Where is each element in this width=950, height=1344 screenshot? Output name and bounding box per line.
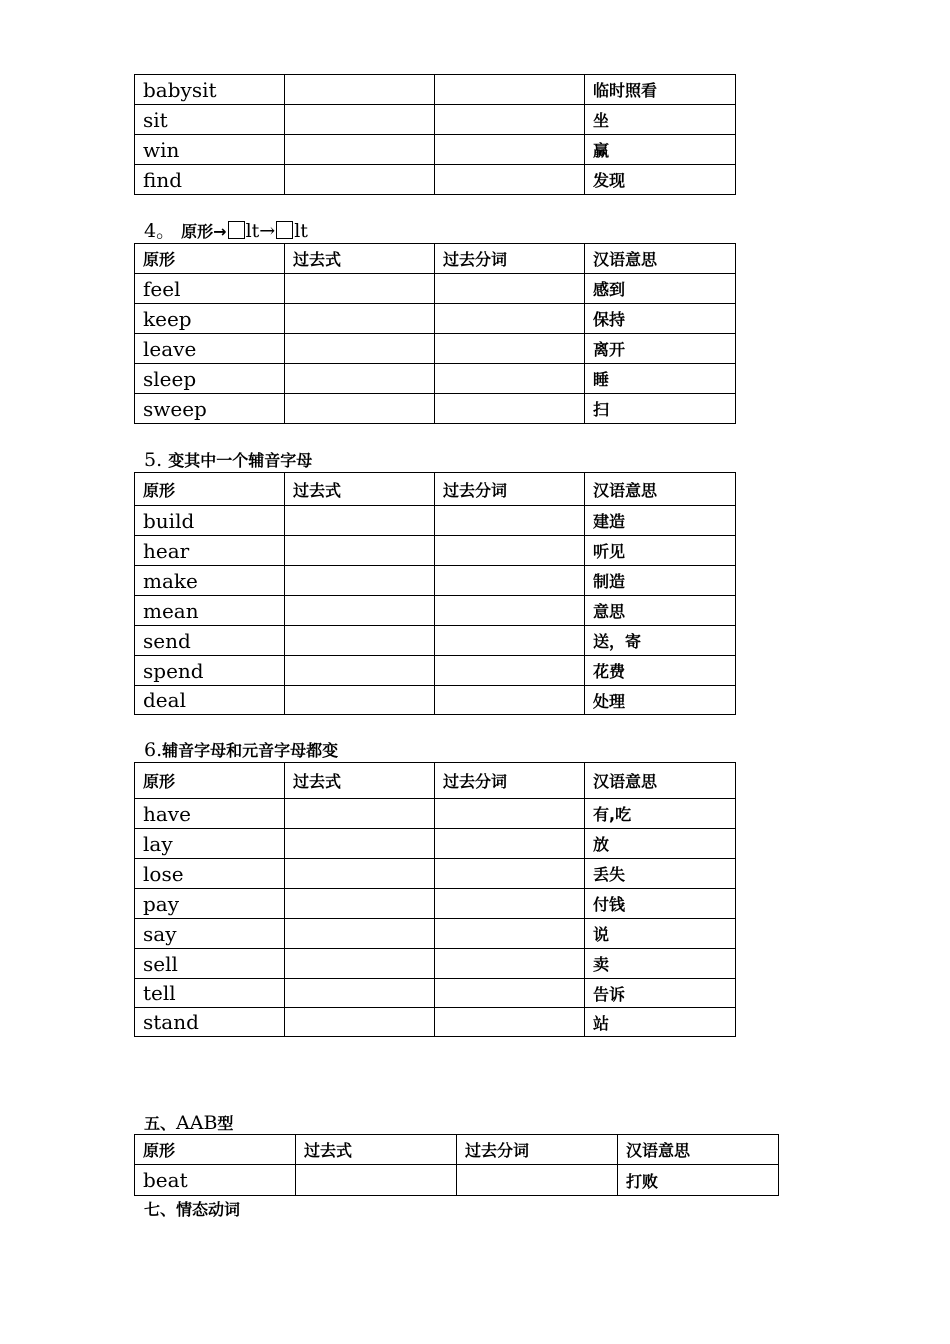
table-row bbox=[135, 799, 736, 829]
meaning-cell: 告诉 bbox=[585, 979, 736, 1008]
base-form-cell: say bbox=[135, 919, 285, 949]
past-tense-cell bbox=[285, 536, 435, 566]
base-form-cell: stand bbox=[135, 1008, 285, 1037]
base-form-cell: deal bbox=[135, 686, 285, 715]
past-participle-cell bbox=[435, 889, 585, 919]
column-header: 汉语意思 bbox=[585, 763, 736, 799]
base-form-cell: leave bbox=[135, 334, 285, 364]
base-form-cell: tell bbox=[135, 979, 285, 1008]
meaning-cell: 制造 bbox=[585, 566, 736, 596]
table-section-4 bbox=[134, 243, 736, 424]
table-header-row bbox=[135, 473, 736, 506]
base-form-cell: lose bbox=[135, 859, 285, 889]
base-form-cell: sleep bbox=[135, 364, 285, 394]
base-form-cell: build bbox=[135, 506, 285, 536]
column-header: 汉语意思 bbox=[585, 473, 736, 506]
meaning-cell: 建造 bbox=[585, 506, 736, 536]
past-participle-cell bbox=[435, 334, 585, 364]
meaning-cell: 放 bbox=[585, 829, 736, 859]
meaning-cell: 说 bbox=[585, 919, 736, 949]
past-tense-cell bbox=[285, 979, 435, 1008]
base-form-cell: lay bbox=[135, 829, 285, 859]
past-tense-cell bbox=[285, 105, 435, 135]
base-form-cell: feel bbox=[135, 274, 285, 304]
table-row bbox=[135, 274, 736, 304]
meaning-cell: 意思 bbox=[585, 596, 736, 626]
table-header-row bbox=[135, 244, 736, 274]
past-tense-cell bbox=[285, 1008, 435, 1037]
past-participle-cell bbox=[435, 686, 585, 715]
past-tense-cell bbox=[285, 506, 435, 536]
table-row bbox=[135, 165, 736, 195]
table-row bbox=[135, 1165, 779, 1196]
base-form-cell: mean bbox=[135, 596, 285, 626]
table-row bbox=[135, 889, 736, 919]
section-seven-heading bbox=[144, 1198, 240, 1221]
past-tense-cell bbox=[285, 165, 435, 195]
past-tense-cell bbox=[285, 394, 435, 424]
meaning-cell: 有,吃 bbox=[585, 799, 736, 829]
table-row bbox=[135, 829, 736, 859]
meaning-cell: 送，寄 bbox=[585, 626, 736, 656]
table-row bbox=[135, 304, 736, 334]
blank-box-icon bbox=[276, 221, 293, 239]
section-5-number: 5. bbox=[144, 449, 163, 471]
past-participle-cell bbox=[435, 949, 585, 979]
table-header-row bbox=[135, 1135, 779, 1165]
table-row bbox=[135, 364, 736, 394]
base-form-cell: sell bbox=[135, 949, 285, 979]
past-participle-cell bbox=[435, 626, 585, 656]
base-form-cell: pay bbox=[135, 889, 285, 919]
meaning-cell: 丢失 bbox=[585, 859, 736, 889]
meaning-cell: 扫 bbox=[585, 394, 736, 424]
past-participle-cell bbox=[435, 799, 585, 829]
past-tense-cell bbox=[285, 656, 435, 686]
past-tense-cell bbox=[285, 334, 435, 364]
table-section-5 bbox=[134, 472, 736, 715]
past-participle-cell bbox=[435, 165, 585, 195]
past-tense-cell bbox=[285, 859, 435, 889]
table-row bbox=[135, 536, 736, 566]
column-header: 汉语意思 bbox=[618, 1135, 779, 1165]
base-form-cell: beat bbox=[135, 1165, 296, 1196]
table-row bbox=[135, 1008, 736, 1037]
past-tense-cell bbox=[285, 889, 435, 919]
base-form-cell: have bbox=[135, 799, 285, 829]
meaning-cell: 卖 bbox=[585, 949, 736, 979]
meaning-cell: 发现 bbox=[585, 165, 736, 195]
meaning-cell: 付钱 bbox=[585, 889, 736, 919]
past-participle-cell bbox=[435, 919, 585, 949]
table-row bbox=[135, 334, 736, 364]
past-participle-cell bbox=[435, 304, 585, 334]
past-participle-cell bbox=[435, 596, 585, 626]
past-participle-cell bbox=[435, 979, 585, 1008]
section-seven-title: 七、情态动词 bbox=[144, 1200, 241, 1219]
past-participle-cell bbox=[435, 135, 585, 165]
meaning-cell: 离开 bbox=[585, 334, 736, 364]
column-header: 原形 bbox=[135, 1135, 296, 1165]
base-form-cell: hear bbox=[135, 536, 285, 566]
past-participle-cell bbox=[435, 536, 585, 566]
blank-box-icon bbox=[228, 221, 245, 239]
meaning-cell: 睡 bbox=[585, 364, 736, 394]
section-4-heading bbox=[144, 220, 308, 243]
table-row bbox=[135, 859, 736, 889]
base-form-cell: sit bbox=[135, 105, 285, 135]
base-form-cell: keep bbox=[135, 304, 285, 334]
base-form-cell: spend bbox=[135, 656, 285, 686]
column-header: 原形 bbox=[135, 244, 285, 274]
column-header: 过去式 bbox=[285, 244, 435, 274]
table-row bbox=[135, 394, 736, 424]
column-header: 过去分词 bbox=[435, 244, 585, 274]
past-participle-cell bbox=[435, 566, 585, 596]
past-tense-cell bbox=[285, 949, 435, 979]
past-participle-cell bbox=[435, 75, 585, 105]
meaning-cell: 坐 bbox=[585, 105, 736, 135]
section-6-number: 6. bbox=[144, 739, 163, 761]
base-form-cell: win bbox=[135, 135, 285, 165]
past-tense-cell bbox=[285, 799, 435, 829]
table-section-five bbox=[134, 1134, 779, 1196]
past-participle-cell bbox=[435, 274, 585, 304]
table-row bbox=[135, 135, 736, 165]
section-five-title-part-a: 五、 bbox=[144, 1114, 177, 1133]
section-five-heading bbox=[144, 1112, 233, 1135]
table-row bbox=[135, 949, 736, 979]
column-header: 过去式 bbox=[285, 763, 435, 799]
section-4-title-part-b: lt→ bbox=[245, 220, 276, 242]
base-form-cell: babysit bbox=[135, 75, 285, 105]
past-tense-cell bbox=[296, 1165, 457, 1196]
column-header: 过去式 bbox=[285, 473, 435, 506]
past-participle-cell bbox=[435, 364, 585, 394]
meaning-cell: 花费 bbox=[585, 656, 736, 686]
past-tense-cell bbox=[285, 75, 435, 105]
past-tense-cell bbox=[285, 626, 435, 656]
past-tense-cell bbox=[285, 829, 435, 859]
meaning-cell: 站 bbox=[585, 1008, 736, 1037]
table-top bbox=[134, 74, 736, 195]
table-row bbox=[135, 626, 736, 656]
column-header: 原形 bbox=[135, 473, 285, 506]
table-row bbox=[135, 686, 736, 715]
table-row bbox=[135, 566, 736, 596]
past-tense-cell bbox=[285, 596, 435, 626]
base-form-cell: send bbox=[135, 626, 285, 656]
table-row bbox=[135, 656, 736, 686]
meaning-cell: 保持 bbox=[585, 304, 736, 334]
table-row bbox=[135, 75, 736, 105]
past-participle-cell bbox=[435, 506, 585, 536]
base-form-cell: make bbox=[135, 566, 285, 596]
column-header: 过去分词 bbox=[435, 473, 585, 506]
past-participle-cell bbox=[435, 394, 585, 424]
past-participle-cell bbox=[435, 859, 585, 889]
past-tense-cell bbox=[285, 274, 435, 304]
table-section-6 bbox=[134, 762, 736, 1037]
section-4-title-part-a: 原形→ bbox=[181, 222, 227, 241]
past-tense-cell bbox=[285, 304, 435, 334]
table-row bbox=[135, 919, 736, 949]
past-tense-cell bbox=[285, 566, 435, 596]
table-row bbox=[135, 105, 736, 135]
meaning-cell: 处理 bbox=[585, 686, 736, 715]
section-6-heading bbox=[144, 739, 338, 762]
past-participle-cell bbox=[435, 1008, 585, 1037]
column-header: 过去分词 bbox=[457, 1135, 618, 1165]
past-participle-cell bbox=[457, 1165, 618, 1196]
column-header: 过去式 bbox=[296, 1135, 457, 1165]
section-5-heading bbox=[144, 449, 312, 472]
section-4-title-part-c: lt bbox=[294, 220, 308, 242]
section-five-title-part-c: 型 bbox=[217, 1114, 234, 1133]
past-tense-cell bbox=[285, 686, 435, 715]
column-header: 过去分词 bbox=[435, 763, 585, 799]
section-five-title-part-b: AAB bbox=[176, 1112, 218, 1134]
table-header-row bbox=[135, 763, 736, 799]
past-tense-cell bbox=[285, 919, 435, 949]
table-row bbox=[135, 506, 736, 536]
past-participle-cell bbox=[435, 105, 585, 135]
past-tense-cell bbox=[285, 364, 435, 394]
base-form-cell: sweep bbox=[135, 394, 285, 424]
past-participle-cell bbox=[435, 656, 585, 686]
column-header: 原形 bbox=[135, 763, 285, 799]
meaning-cell: 打败 bbox=[618, 1165, 779, 1196]
table-row bbox=[135, 979, 736, 1008]
column-header: 汉语意思 bbox=[585, 244, 736, 274]
past-tense-cell bbox=[285, 135, 435, 165]
past-participle-cell bbox=[435, 829, 585, 859]
section-6-title: 辅音字母和元音字母都变 bbox=[162, 741, 339, 760]
section-5-title: 变其中一个辅音字母 bbox=[168, 451, 313, 470]
meaning-cell: 感到 bbox=[585, 274, 736, 304]
meaning-cell: 临时照看 bbox=[585, 75, 736, 105]
meaning-cell: 听见 bbox=[585, 536, 736, 566]
table-row bbox=[135, 596, 736, 626]
meaning-cell: 赢 bbox=[585, 135, 736, 165]
base-form-cell: find bbox=[135, 165, 285, 195]
section-4-number: 4。 bbox=[144, 220, 176, 242]
